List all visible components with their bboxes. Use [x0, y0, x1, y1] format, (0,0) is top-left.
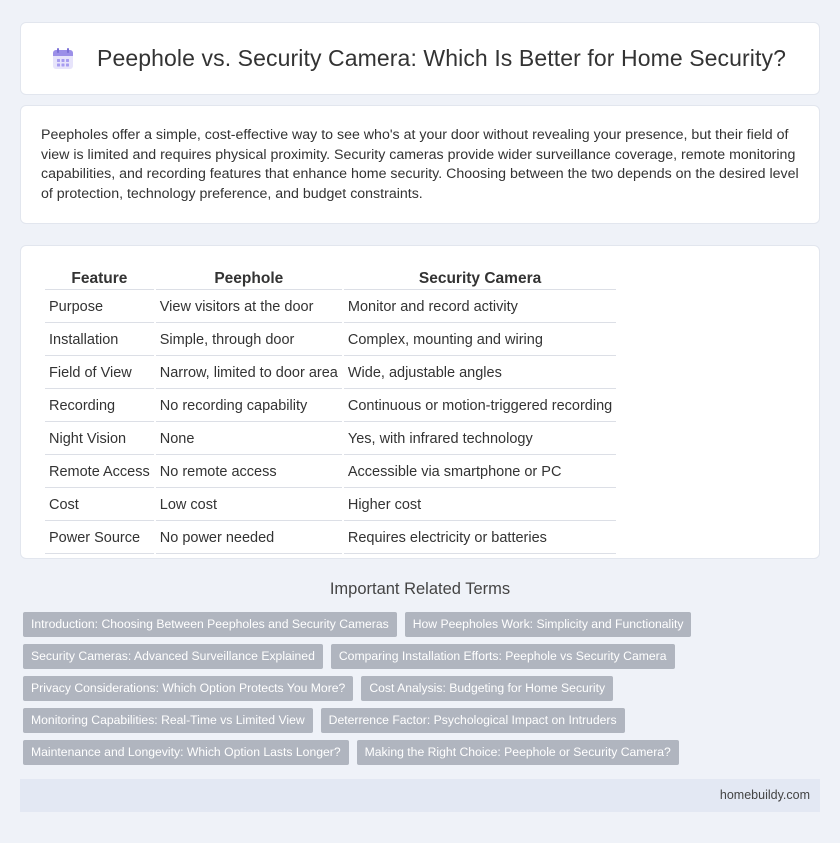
table-row: [45, 292, 616, 323]
page-header: [20, 22, 820, 95]
feature-cell: Power Source: [45, 523, 154, 554]
related-term-tag[interactable]: Deterrence Factor: Psychological Impact on Intruders: [321, 708, 625, 733]
peephole-cell: No recording capability: [156, 391, 342, 422]
table-row: [45, 490, 616, 521]
feature-cell: Remote Access: [45, 457, 154, 488]
related-term-tag[interactable]: Monitoring Capabilities: Real-Time vs Limited View: [23, 708, 313, 733]
security-camera-cell: Accessible via smartphone or PC: [344, 457, 616, 488]
column-header-feature: Feature: [45, 268, 154, 290]
security-camera-cell: Requires electricity or batteries: [344, 523, 616, 554]
related-term-tag[interactable]: Comparing Installation Efforts: Peephole vs Security Camera: [331, 644, 675, 669]
peephole-cell: No remote access: [156, 457, 342, 488]
feature-cell: Purpose: [45, 292, 154, 323]
comparison-section: [20, 245, 820, 559]
feature-cell: Night Vision: [45, 424, 154, 455]
table-row: [45, 358, 616, 389]
security-camera-cell: Complex, mounting and wiring: [344, 325, 616, 356]
intro-section: [20, 105, 820, 224]
calendar-icon: [51, 47, 75, 71]
comparison-table: [43, 266, 618, 556]
security-camera-cell: Monitor and record activity: [344, 292, 616, 323]
security-camera-cell: Wide, adjustable angles: [344, 358, 616, 389]
table-row: [45, 325, 616, 356]
related-term-tag[interactable]: Making the Right Choice: Peephole or Security Camera?: [357, 740, 679, 765]
related-term-tag[interactable]: Privacy Considerations: Which Option Protects You More?: [23, 676, 353, 701]
related-terms-list: [23, 612, 823, 765]
related-terms-title: Important Related Terms: [329, 580, 511, 598]
related-term-tag[interactable]: Introduction: Choosing Between Peepholes and Security Cameras: [23, 612, 397, 637]
related-term-tag[interactable]: How Peepholes Work: Simplicity and Functionality: [405, 612, 692, 637]
feature-cell: Cost: [45, 490, 154, 521]
table-row: [45, 424, 616, 455]
feature-cell: Installation: [45, 325, 154, 356]
peephole-cell: Simple, through door: [156, 325, 342, 356]
security-camera-cell: Yes, with infrared technology: [344, 424, 616, 455]
feature-cell: Recording: [45, 391, 154, 422]
peephole-cell: View visitors at the door: [156, 292, 342, 323]
footer: [20, 779, 820, 812]
column-header-peephole: Peephole: [156, 268, 342, 290]
feature-cell: Field of View: [45, 358, 154, 389]
security-camera-cell: Continuous or motion-triggered recording: [344, 391, 616, 422]
table-row: [45, 523, 616, 554]
table-header-row: [45, 268, 616, 290]
intro-text: Peepholes offer a simple, cost-effective way to see who's at your door without revealing your presence, but their field of view is limited and requires physical proximity. Security cameras provide wider surveillance coverage, remote monitoring capabilities, and recording features that enhance home security. Choosing between the two depends on the desired level of protection, technology preference, and budget constraints.: [41, 127, 799, 202]
table-row: [45, 457, 616, 488]
security-camera-cell: Higher cost: [344, 490, 616, 521]
peephole-cell: Narrow, limited to door area: [156, 358, 342, 389]
peephole-cell: None: [156, 424, 342, 455]
related-term-tag[interactable]: Maintenance and Longevity: Which Option Lasts Longer?: [23, 740, 349, 765]
peephole-cell: Low cost: [156, 490, 342, 521]
column-header-security-camera: Security Camera: [344, 268, 616, 290]
table-row: [45, 391, 616, 422]
page-title: Peephole vs. Security Camera: Which Is Better for Home Security?: [97, 45, 786, 71]
related-term-tag[interactable]: Security Cameras: Advanced Surveillance Explained: [23, 644, 323, 669]
peephole-cell: No power needed: [156, 523, 342, 554]
related-term-tag[interactable]: Cost Analysis: Budgeting for Home Security: [361, 676, 613, 701]
footer-site-link[interactable]: homebuildy.com: [719, 788, 810, 802]
